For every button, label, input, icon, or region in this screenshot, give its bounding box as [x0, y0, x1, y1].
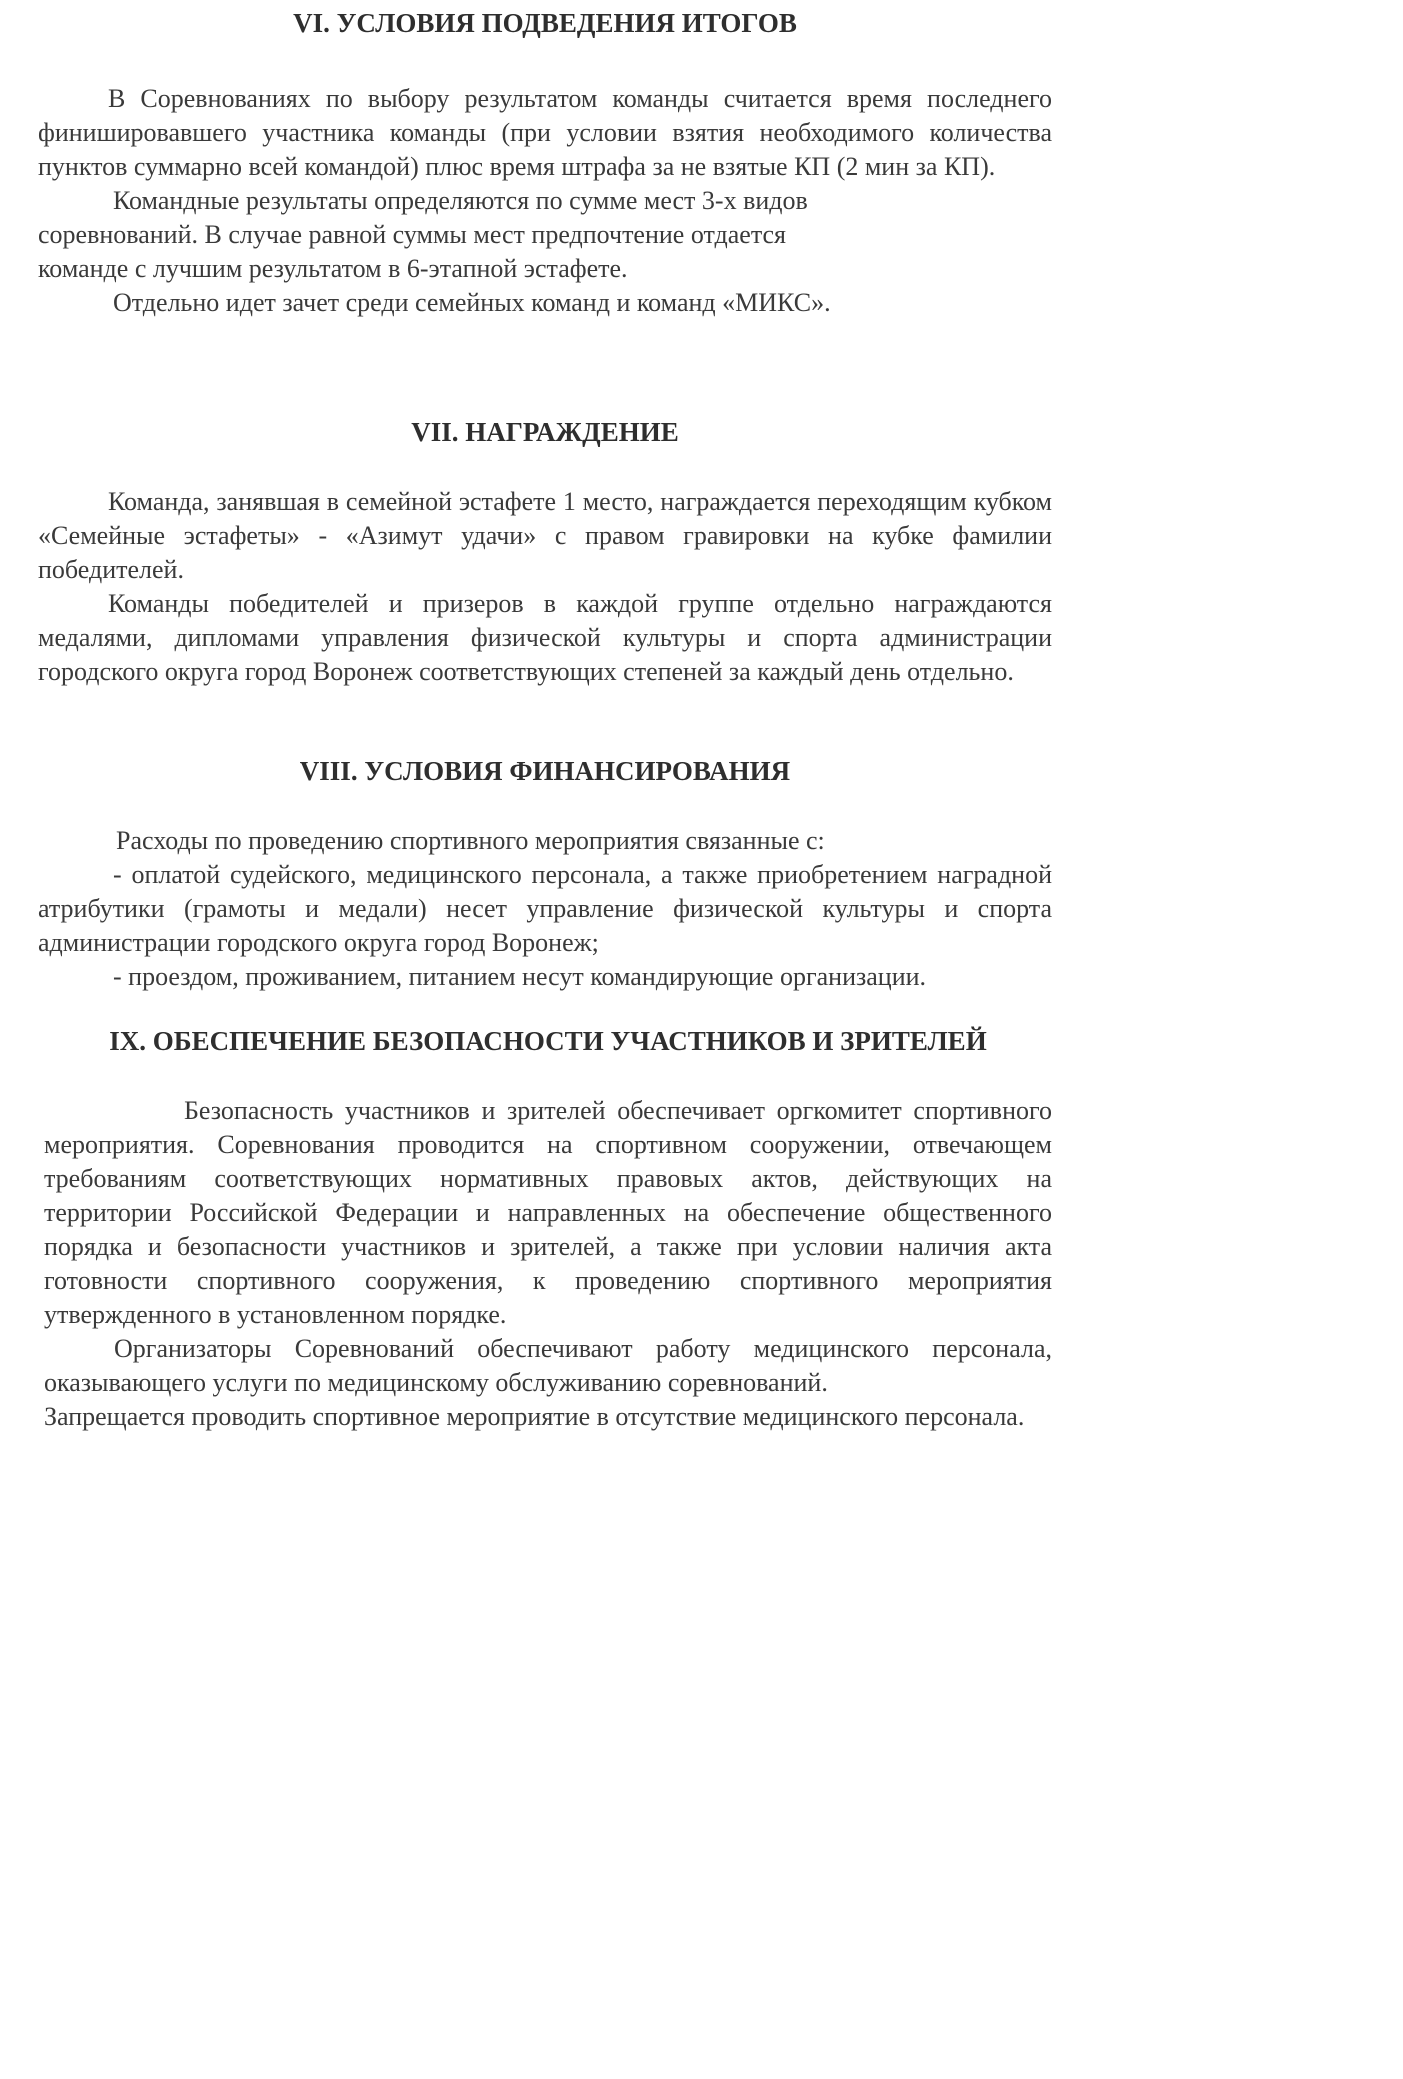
section-ix-paragraph-2: Организаторы Соревнований обеспечивают работу медицинского персонала, оказывающего услуги по медицинскому обслуживанию соревнований. [44, 1334, 1052, 1397]
section-vi-title: VI. УСЛОВИЯ ПОДВЕДЕНИЯ ИТОГОВ [293, 8, 797, 38]
section-viii [38, 754, 1052, 994]
section-ix-title: IX. ОБЕСПЕЧЕНИЕ БЕЗОПАСНОСТИ УЧАСТНИКОВ И ЗРИТЕЛЕЙ [109, 1026, 987, 1056]
section-vi-paragraph-2-line-2: соревнований. В случае равной суммы мест предпочтение отдается [38, 220, 787, 249]
section-viii-paragraph-2: - оплатой судейского, медицинского персонала, а также приобретением наградной атрибутики (грамоты и медали) несет управление физической культуры и спорта администрации городского округа город Воронеж; [38, 860, 1052, 957]
section-vi-paragraph-3: Отдельно идет зачет среди семейных команд и команд «МИКС». [113, 288, 831, 317]
section-viii-paragraph-1: Расходы по проведению спортивного мероприятия связанные с: [116, 826, 825, 855]
section-ix [44, 1024, 1052, 1434]
section-ix-paragraph-1: Безопасность участников и зрителей обеспечивает оргкомитет спортивного мероприятия. Соревнования проводится на спортивном сооружении, отвечающем требованиям соответствующих нормативных правовых актов, действующих на территории Российской Федерации и направленных на обеспечение общественного порядка и безопасности участников и зрителей, а также при условии наличия акта готовности спортивного сооружения, к проведению спортивного мероприятия утвержденного в установленном порядке. [44, 1096, 1052, 1329]
section-vi-paragraph-1: В Соревнованиях по выбору результатом команды считается время последнего финишировавшего участника команды (при условии взятия необходимого количества пунктов суммарно всей командой) плюс время штрафа за не взятые КП (2 мин за КП). [38, 84, 1052, 181]
section-vii-paragraph-2: Команды победителей и призеров в каждой группе отдельно награждаются медалями, дипломами управления физической культуры и спорта администрации городского округа город Воронеж соответствующих степеней за каждый день отдельно. [38, 589, 1052, 686]
section-viii-title: VIII. УСЛОВИЯ ФИНАНСИРОВАНИЯ [299, 756, 791, 786]
section-viii-paragraph-3: - проездом, проживанием, питанием несут командирующие организации. [113, 962, 927, 991]
section-vi [38, 6, 1052, 320]
section-vi-paragraph-2-line-1: Командные результаты определяются по сумме мест 3-х видов [113, 186, 808, 215]
section-vi-paragraph-2-line-3: команде с лучшим результатом в 6-этапной эстафете. [38, 254, 628, 283]
section-ix-paragraph-3: Запрещается проводить спортивное мероприятие в отсутствие медицинского персонала. [44, 1402, 1025, 1431]
section-vii-title: VII. НАГРАЖДЕНИЕ [411, 417, 679, 447]
section-vii [38, 415, 1052, 689]
section-vii-paragraph-1: Команда, занявшая в семейной эстафете 1 место, награждается переходящим кубком «Семейные эстафеты» - «Азимут удачи» с правом гравировки на кубке фамилии победителей. [38, 487, 1052, 584]
